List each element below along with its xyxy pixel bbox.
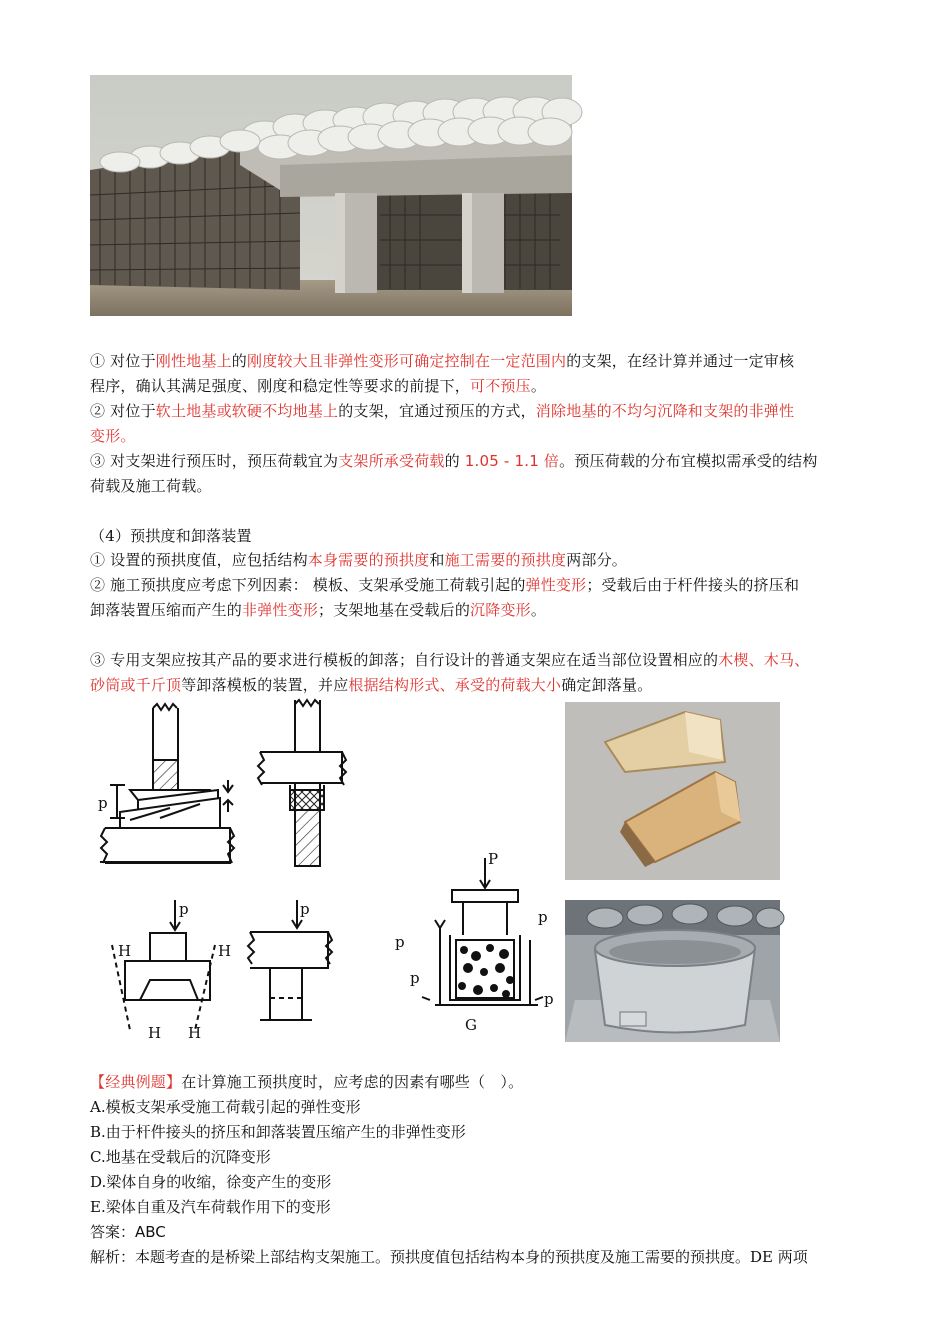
option-d: D.梁体自身的收缩，徐变产生的变形 [90,1173,332,1191]
paragraph-soft-foundation: ② 对位于软土地基或软硬不均地基上的支架，宜通过预压的方式，消除地基的不均匀沉降和支架的非弹性 变形。 [90,402,795,445]
paragraph-unloading-devices: ③ 专用支架应按其产品的要求进行模板的卸落；自行设计的普通支架应在适当部位设置相应的木楔、木马、 砂筒或千斤顶等卸落模板的装置，并应根据结构形式、承受的荷载大小确定卸落量。 [90,651,810,694]
highlight-text: 消除地基的不均匀沉降和支架的非弹性 [535,402,795,420]
example-tag: 【经典例题】 [90,1073,182,1091]
label-p: p [544,990,554,1008]
unloading-device-diagrams [90,700,554,1050]
circled-number-2: ② [90,576,106,594]
circled-number-3: ③ [90,452,106,470]
option-a: A.模板支架承受施工荷载引起的弹性变形 [90,1098,361,1116]
highlight-text: 刚度较大且非弹性变形可确定控制在一定范围内 [247,352,567,370]
label-h: H [148,1024,162,1042]
label-p: p [300,900,310,918]
circled-number-1: ① [90,551,106,569]
question-text: 在计算施工预拱度时，应考虑的因素有哪些（ ）。 [181,1073,524,1091]
label-p: p [98,794,108,812]
options-list [90,1095,890,1270]
highlight-text: 变形。 [90,427,136,445]
label-p: p [410,969,420,987]
highlight-text: 本身需要的预拱度 [307,551,430,569]
label-h: H [118,942,132,960]
paragraph-preload-factor: ③ 对支架进行预压时，预压荷载宜为支架所承受荷载的 1.05 - 1.1 倍。预压荷载的分布宜模拟需承受的结构 荷载及施工荷载。 [90,452,818,495]
section-heading: （4）预拱度和卸落装置 [90,527,252,545]
label-p: p [395,933,405,951]
example-question [90,1070,890,1095]
highlight-text: 弹性变形 [525,576,587,594]
highlight-text: 沉降变形 [470,601,531,619]
highlight-text: 施工需要的预拱度 [444,551,567,569]
highlight-text: 刚性地基上 [155,352,232,370]
paragraph-camber-components: ① 设置的预拱度值，应包括结构本身需要的预拱度和施工需要的预拱度两部分。 [90,551,628,569]
option-e: E.梁体自重及汽车荷载作用下的变形 [90,1198,331,1216]
answer-line: 答案：ABC [90,1223,166,1241]
highlight-text: 1.05 - 1.1 倍 [464,452,560,470]
highlight-text: 软土地基或软硬不均地基上 [155,402,339,420]
label-h: H [188,1024,202,1042]
label-g: G [465,1016,477,1034]
highlight-text: 非弹性变形 [242,601,319,619]
paragraph-rigid-foundation: ① 对位于刚性地基上的刚度较大且非弹性变形可确定控制在一定范围内的支架，在经计算并通过一定审核 程序，确认其满足强度、刚度和稳定性等要求的前提下，可不预压。 [90,352,795,395]
highlight-text: 木楔、木马、 [718,651,810,669]
highlight-text: 根据结构形式、承受的荷载大小 [348,676,562,694]
option-c: C.地基在受载后的沉降变形 [90,1148,271,1166]
highlight-text: 支架所承受荷载 [338,452,445,470]
paragraph-camber-factors: ② 施工预拱度应考虑下列因素： 模板、支架承受施工荷载引起的弹性变形；受载后由于杆件接头的挤压和 卸落装置压缩而产生的非弹性变形；支架地基在受载后的沉降变形。 [90,576,800,619]
label-p: p [538,908,548,926]
circled-number-2: ② [90,402,106,420]
highlight-text: 砂筒或千斤顶 [90,676,182,694]
circled-number-3: ③ [90,651,106,669]
bridge-preload-photo [90,75,572,316]
label-p-upper: P [488,850,499,868]
highlight-text: 可不预压 [470,377,531,395]
label-h: H [218,942,232,960]
label-p: p [179,900,189,918]
circled-number-1: ① [90,352,106,370]
option-b: B.由于杆件接头的挤压和卸落装置压缩产生的非弹性变形 [90,1123,466,1141]
answer-value: ABC [135,1223,166,1241]
sand-cylinder-photo [565,900,780,1042]
analysis-line: 解析：本题考查的是桥梁上部结构支架施工。预拱度值包括结构本身的预拱度及施工需要的预拱度。DE 两项 [90,1248,808,1266]
wood-wedges-photo [565,702,780,880]
